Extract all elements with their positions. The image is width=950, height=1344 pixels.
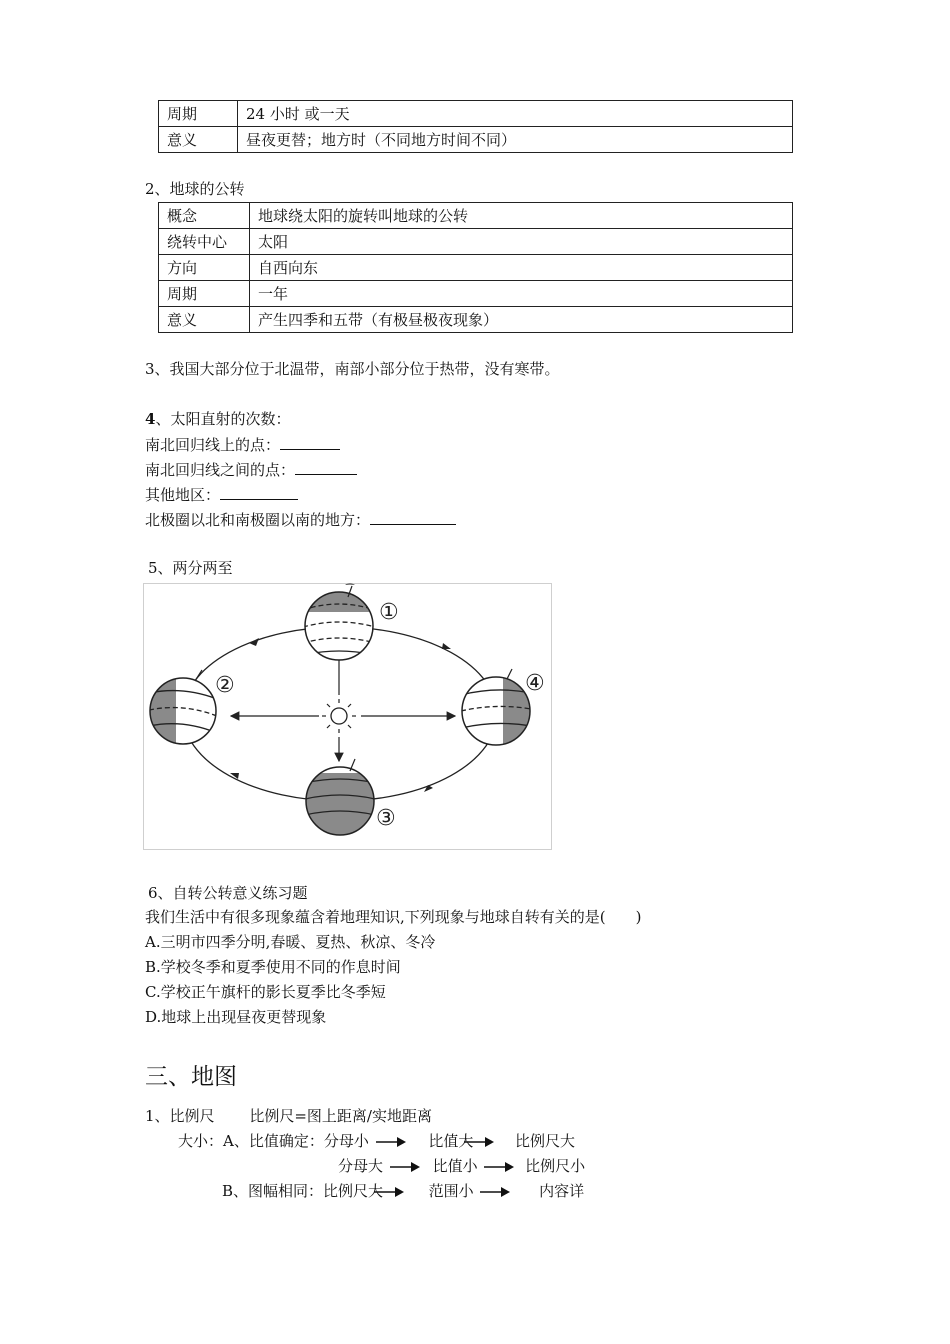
svg-text:⁀: ⁀ <box>346 585 355 596</box>
position-label: ③ <box>376 806 396 831</box>
table-row <box>159 229 793 255</box>
table-row <box>159 307 793 333</box>
option-d[interactable]: D.地球上出现昼夜更替现象 <box>145 1008 327 1026</box>
scale-text: 比例尺小 <box>525 1157 586 1175</box>
table-cell: 昼夜更替；地方时（不同地方时间不同） <box>238 127 793 153</box>
section-5-title: 5、两分两至 <box>148 559 233 577</box>
table-cell: 24 小时 或一天 <box>238 101 793 127</box>
section-3-text: 3、我国大部分位于北温带，南部小部分位于热带，没有寒带。 <box>145 360 560 378</box>
scale-line-4 <box>222 1180 584 1202</box>
answer-blank[interactable] <box>280 433 340 450</box>
table-cell: 绕转中心 <box>159 229 250 255</box>
scale-text: 范围小 <box>428 1182 474 1200</box>
answer-blank[interactable] <box>220 483 298 500</box>
scale-text: 比值小 <box>432 1157 478 1175</box>
section-title: 2、地球的公转 <box>145 180 245 198</box>
right-arrow-icon <box>376 1137 406 1147</box>
table-cell: 一年 <box>250 281 793 307</box>
scale-text: 分母大 <box>338 1157 384 1175</box>
fill-item <box>145 433 340 456</box>
right-arrow-icon <box>390 1162 420 1172</box>
option-b[interactable]: B.学校冬季和夏季使用不同的作息时间 <box>145 958 401 976</box>
scale-line-1 <box>145 1105 432 1127</box>
section-4-title-text: 、太阳直射的次数： <box>155 410 291 428</box>
question-text: 我们生活中有很多现象蕴含着地理知识,下列现象与地球自转有关的是( ) <box>145 908 642 926</box>
rotation-table <box>158 100 793 153</box>
section-heading: 三、地图 <box>145 1064 237 1090</box>
scale-text: B、图幅相同：比例尺大 <box>222 1182 384 1200</box>
section-4-number: 4 <box>145 410 156 428</box>
fill-item <box>145 508 456 531</box>
table-row <box>159 101 793 127</box>
table-cell: 地球绕太阳的旋转叫地球的公转 <box>250 203 793 229</box>
right-arrow-icon <box>480 1187 510 1197</box>
scale-line-3 <box>338 1155 585 1177</box>
right-arrow-icon <box>464 1137 494 1147</box>
table-cell: 自西向东 <box>250 255 793 281</box>
scale-formula: 比例尺=图上距离/实地距离 <box>249 1107 432 1125</box>
table-row <box>159 127 793 153</box>
option-c[interactable]: C.学校正午旗杆的影长夏季比冬季短 <box>145 983 386 1001</box>
table-cell: 方向 <box>159 255 250 281</box>
table-cell: 概念 <box>159 203 250 229</box>
scale-label: 1、比例尺 <box>145 1107 215 1125</box>
scale-text: 比值大 <box>428 1132 474 1150</box>
table-cell: 周期 <box>159 281 250 307</box>
fill-item-label: 北极圈以北和南极圈以南的地方： <box>145 511 371 529</box>
scale-text: 内容详 <box>539 1182 585 1200</box>
table-cell: 意义 <box>159 127 238 153</box>
fill-item-label: 南北回归线之间的点： <box>145 461 296 479</box>
position-label: ② <box>215 673 235 698</box>
scale-line-2 <box>178 1130 575 1152</box>
table-cell: 意义 <box>159 307 250 333</box>
scale-text: 比例尺大 <box>514 1132 575 1150</box>
table-row <box>159 281 793 307</box>
section-6-title: 6、自转公转意义练习题 <box>148 884 308 902</box>
table-cell: 周期 <box>159 101 238 127</box>
table-cell: 太阳 <box>250 229 793 255</box>
fill-item <box>145 458 357 481</box>
table-cell: 产生四季和五带（有极昼极夜现象） <box>250 307 793 333</box>
table-row <box>159 255 793 281</box>
revolution-table <box>158 202 793 333</box>
answer-blank[interactable] <box>295 458 357 475</box>
answer-blank[interactable] <box>370 508 456 525</box>
right-arrow-icon <box>374 1187 404 1197</box>
section-4-title <box>145 408 290 430</box>
right-arrow-icon <box>484 1162 514 1172</box>
position-label: ① <box>379 600 399 625</box>
fill-item-label: 其他地区： <box>145 486 221 504</box>
position-label: ④ <box>525 671 545 696</box>
scale-text: 大小：A、比值确定：分母小 <box>178 1132 369 1150</box>
fill-item-label: 南北回归线上的点： <box>145 436 281 454</box>
fill-item <box>145 483 298 506</box>
table-row <box>159 203 793 229</box>
revolution-diagram <box>143 583 552 850</box>
option-a[interactable]: A.三明市四季分明,春暖、夏热、秋凉、冬冷 <box>145 933 436 951</box>
